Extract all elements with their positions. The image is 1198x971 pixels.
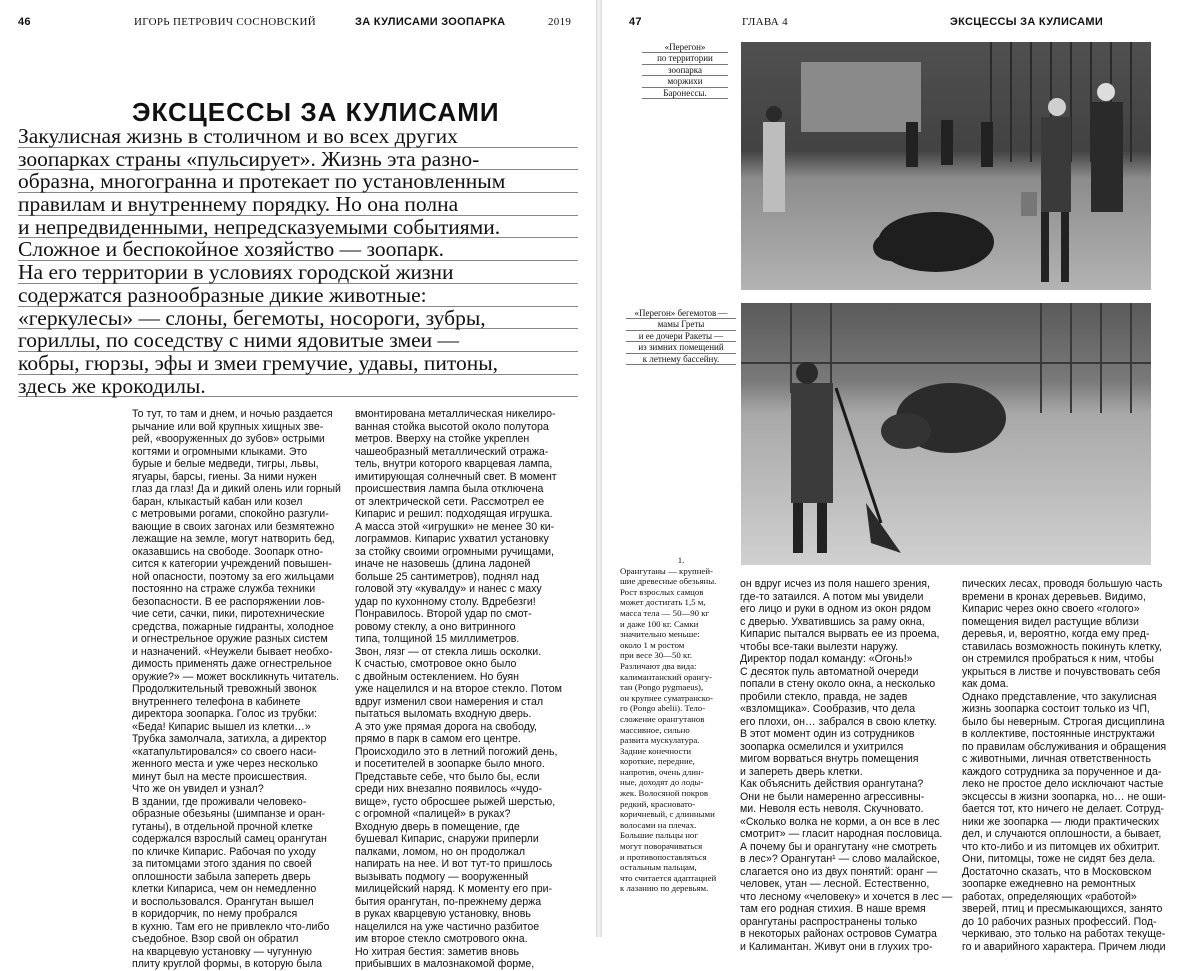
text-line: работах, определяющих «работой» bbox=[962, 890, 1137, 903]
footnote-line: он крупнее суматранско- bbox=[620, 692, 713, 703]
text-line: Кипарис через окно своего «голого» bbox=[962, 603, 1140, 615]
left-page bbox=[0, 0, 596, 970]
text-line: эксцессы в жизни зоопарка, но… не оши- bbox=[962, 790, 1167, 803]
footnote-line: и противопоставляться bbox=[620, 851, 707, 862]
text-line: в руках кварцевую установку, вновь bbox=[355, 908, 531, 920]
text-line: Кипарис пытался вырвать ее из проема, bbox=[740, 628, 940, 640]
text-line: съедобное. Взор свой он обратил bbox=[132, 933, 299, 945]
text-line: прибывших в малознакомой форме, bbox=[355, 958, 535, 970]
text-line: В здании, где проживали человеко- bbox=[132, 795, 307, 808]
text-line: «взломщика». Сообразив, что дела bbox=[740, 703, 916, 715]
footnote-line: тан (Pongo pygmaeus), bbox=[620, 682, 704, 693]
text-line: С десяток пуль автоматной очереди bbox=[740, 665, 919, 678]
text-line: оплошности забыла запереть дверь bbox=[132, 870, 311, 883]
text-line: бушевал Кипарис, снаружи приперли bbox=[355, 833, 539, 845]
footnote-line: могут поворачиваться bbox=[620, 841, 703, 852]
text-line: иначе не назовешь (длина ладоней bbox=[355, 558, 531, 570]
lead-line: Сложное и беспокойное хозяйство — зоопарк. bbox=[18, 238, 578, 261]
text-line: происшествия лампа была отключена bbox=[355, 483, 544, 495]
text-line: напирать на нее. И вот тут-то пришлось bbox=[355, 858, 553, 870]
running-chapter: ГЛАВА 4 bbox=[742, 16, 788, 28]
text-line: плиту круглой формы, в которую была bbox=[132, 958, 323, 970]
photo-caption-hippos bbox=[626, 308, 736, 365]
text-line: дел, и случаются оплошности, а бывает, bbox=[962, 828, 1162, 840]
text-line: орангутаны распространены только bbox=[740, 915, 918, 928]
text-line: за стойку своими огромными ручищами, bbox=[355, 545, 554, 558]
text-line: Кипарис и решил: подходящая игрушка. bbox=[355, 508, 553, 520]
text-line: тель, внутри которого кварцевая лампа, bbox=[355, 458, 553, 470]
text-line: в некоторых районах островов Суматра bbox=[740, 928, 937, 940]
photo-hippo-transfer bbox=[741, 303, 1151, 565]
text-line: там его родная стихия. В наше время bbox=[740, 903, 926, 915]
text-line: ванная стойка высотой около полутора bbox=[355, 420, 549, 433]
text-line: глаз да глаз! Да и дикий олень или горный bbox=[132, 483, 341, 495]
text-line: ставилась возможность покинуть клетку, bbox=[962, 640, 1162, 653]
footnote-line: и даже 100 кг. Самки bbox=[620, 618, 699, 629]
body-column-1 bbox=[132, 408, 354, 971]
running-author: ИГОРЬ ПЕТРОВИЧ СОСНОВСКИЙ bbox=[134, 16, 316, 28]
text-line: женного места и уже через несколько bbox=[132, 758, 318, 770]
text-line: когтями и огромными клыками. Это bbox=[132, 445, 308, 458]
text-line: он вдруг исчез из поля нашего зрения, bbox=[740, 578, 930, 590]
caption-line: из зимних помещений bbox=[626, 342, 736, 353]
text-line: укрыться в листве и почувствовать себя bbox=[962, 665, 1161, 678]
text-line: бается тот, кто ничего не делает. Сотруд- bbox=[962, 803, 1165, 815]
hippo-photo-image bbox=[741, 303, 1151, 565]
text-line: внутреннего телефона в кабинете bbox=[132, 695, 301, 708]
right-page bbox=[602, 0, 1198, 953]
text-line: Трубка замолчала, затихла, а директор bbox=[132, 733, 327, 745]
lead-line: образна, многогранна и протекает по установленным bbox=[18, 170, 578, 193]
caption-line: к летнему бассейну. bbox=[626, 354, 736, 365]
footnote-line: остальным пальцам, bbox=[620, 862, 697, 873]
text-line: что лесному «человеку» и хочется в лес — bbox=[740, 890, 953, 903]
caption-line: зоопарка bbox=[642, 65, 728, 76]
footnote-line: Орангутаны — крупней- bbox=[620, 565, 713, 576]
lead-line: содержатся разнообразные дикие животные: bbox=[18, 284, 578, 307]
footnote-line: волосами на плечах. bbox=[620, 819, 697, 830]
text-line: в лес»? Орангутан¹ — слово малайское, bbox=[740, 853, 940, 865]
chapter-heading: ЭКСЦЕССЫ ЗА КУЛИСАМИ bbox=[132, 97, 500, 127]
text-line: пробили стекло, правда, не задев bbox=[740, 690, 908, 703]
caption-line: мамы Греты bbox=[626, 319, 736, 330]
footnote-line: короткие, передние, bbox=[620, 756, 695, 767]
text-line: сится к категории учреждений повышен- bbox=[132, 558, 332, 570]
text-line: Звон, лязг — от стекла лишь осколки. bbox=[355, 645, 542, 658]
text-line: оружие?» — может воскликнуть читатель. bbox=[132, 670, 340, 683]
text-line: ровому стеклу, а оно витринного bbox=[355, 620, 516, 633]
running-book-title: ЗА КУЛИСАМИ ЗООПАРКА bbox=[355, 16, 506, 28]
footnote-line: напротив, очень длин- bbox=[620, 766, 704, 777]
text-line: палками, ломом, но он продолжал bbox=[355, 845, 526, 858]
lead-line: гориллы, по соседству с ними ядовитые змеи — bbox=[18, 329, 578, 352]
text-line: Представьте себе, что было бы, если bbox=[355, 770, 540, 783]
footnote-line: калимантанский орангу- bbox=[620, 671, 713, 682]
text-line: прямо в парк в самом его центре. bbox=[355, 733, 521, 745]
text-line: гутаны), в отдельной прочной клетке bbox=[132, 820, 313, 833]
text-line: А почему бы и орангутану «не смотреть bbox=[740, 840, 937, 853]
lead-line: здесь же крокодилы. bbox=[18, 375, 578, 398]
text-line: вмонтирована металлическая никелиро- bbox=[355, 408, 556, 420]
text-line: вище», густо обросшее рыжей шерстью, bbox=[355, 795, 556, 808]
text-line: типа, толщиной 15 миллиметров. bbox=[355, 633, 520, 645]
text-line: В этот момент один из сотрудников bbox=[740, 728, 915, 740]
text-line: вызывать подмогу — вооруженный bbox=[355, 870, 529, 883]
text-line: «Беда! Кипарис вышел из клетки…» bbox=[132, 720, 311, 733]
lead-line: зоопарках страны «пульсирует». Жизнь эта разно- bbox=[18, 148, 578, 171]
footnote-line: значительно меньше: bbox=[620, 629, 700, 640]
footnote-line: может достигать 1,5 м, bbox=[620, 597, 706, 608]
text-line: димость применять даже огнестрельное bbox=[132, 658, 332, 670]
page-number-right: 47 bbox=[629, 16, 642, 28]
text-line: человек, утан — лесной. Естественно, bbox=[740, 878, 930, 890]
text-line: К счастью, смотровое окно было bbox=[355, 658, 517, 670]
text-line: он стремился пробраться к ним, чтобы bbox=[962, 653, 1154, 665]
text-line: пических лесах, проводя большую часть bbox=[962, 578, 1163, 590]
text-line: оказавшись на свободе. Зоопарк отно- bbox=[132, 545, 324, 558]
text-line: было бы неверным. Строгая дисциплина bbox=[962, 715, 1165, 728]
text-line: и посетителей в зоопарке было много. bbox=[355, 758, 545, 770]
text-line: с огромной «палицей» в руках? bbox=[355, 808, 511, 820]
text-line: А масса этой «игрушки» не менее 30 ки- bbox=[355, 520, 555, 533]
footnote-line: сложение орангутанов bbox=[620, 713, 705, 724]
text-line: го и аварийного характера. Причем люди bbox=[962, 940, 1166, 953]
text-line: содержался взрослый самец орангутан bbox=[132, 833, 327, 845]
text-line: и запереть дверь клетки. bbox=[740, 765, 863, 778]
text-line: чашеобразный металлический отража- bbox=[355, 445, 549, 458]
text-line: образные обезьяны (шимпанзе и оран- bbox=[132, 808, 325, 820]
text-line: лежащие на земле, могут натворить бед, bbox=[132, 533, 335, 545]
text-line: жизнь зоопарка состоит только из ЧП, bbox=[962, 703, 1150, 715]
text-line: чие сети, сачки, пики, пиротехнические bbox=[132, 608, 325, 620]
text-line: Продолжительный тревожный звонок bbox=[132, 683, 317, 695]
text-line: «Сколько волка не корми, а он все в лес bbox=[740, 815, 940, 828]
text-line: безопасности. В ее распоряжении лов- bbox=[132, 595, 325, 608]
text-line: Как объяснить действия орангутана? bbox=[740, 778, 924, 790]
caption-line: моржихи bbox=[642, 76, 728, 87]
text-line: в коллективе, постоянные инструктажи bbox=[962, 728, 1155, 740]
footnote-line: жек. Волосяной покров bbox=[620, 788, 708, 799]
text-line: То тут, то там и днем, и ночью раздается bbox=[132, 408, 333, 420]
text-line: зоопарка осмелился и ухитрился bbox=[740, 740, 904, 753]
text-line: его лицо и руки в одном из окон рядом bbox=[740, 603, 931, 615]
text-line: удар по кухонному столу. Вдребезги! bbox=[355, 595, 536, 608]
footnote-line: Большие пальцы ног bbox=[620, 830, 698, 841]
walrus-photo-image bbox=[741, 42, 1151, 290]
text-line: «катапультировался» со своего наси- bbox=[132, 745, 317, 758]
lead-paragraph bbox=[18, 125, 578, 397]
text-line: клетки Кипариса, чем он немедленно bbox=[132, 883, 317, 895]
text-line: ми. Неволя есть неволя. Скучновато. bbox=[740, 803, 924, 815]
text-line: черкиваю, это только на работах текуще- bbox=[962, 928, 1166, 940]
text-line: слагается оно из двух понятий: оранг — bbox=[740, 865, 938, 878]
text-line: уже нацелился и на второе стекло. Потом bbox=[355, 683, 562, 695]
footnote-line: что считается адаптацией bbox=[620, 872, 717, 883]
body-column-2 bbox=[355, 408, 587, 971]
caption-line: и ее дочери Ракеты — bbox=[626, 331, 736, 342]
running-year: 2019 bbox=[548, 16, 572, 28]
text-line: Но хитрая бестия: заметив вновь bbox=[355, 945, 519, 958]
footnote-line: при весе 30—50 кг. bbox=[620, 650, 693, 661]
photo-walrus-transfer bbox=[741, 42, 1151, 290]
footnote-line: к лазанию по деревьям. bbox=[620, 883, 709, 894]
text-line: попали в стену около окна, а несколько bbox=[740, 678, 936, 690]
text-line: чтобы все-таки вылезти наружу. bbox=[740, 640, 899, 653]
text-line: Однако представление, что закулисная bbox=[962, 690, 1157, 703]
text-line: пытаться выломать входную дверь. bbox=[355, 708, 532, 720]
text-line: нацелился на уже частично разбитое bbox=[355, 920, 540, 933]
text-line: где-то затаился. А потом мы увидели bbox=[740, 590, 924, 603]
text-line: директора зоопарка. Голос из трубки: bbox=[132, 708, 318, 720]
footnote-line: развита мускулатура. bbox=[620, 735, 700, 746]
text-line: милицейский наряд. К моменту его при- bbox=[355, 883, 553, 895]
text-line: Достаточно сказать, что в Московском bbox=[962, 865, 1152, 878]
lead-line: «геркулесы» — слоны, бегемоты, носороги, зубры, bbox=[18, 307, 578, 330]
text-line: ники же зоопарка — люди практических bbox=[962, 815, 1160, 828]
text-line: Директор подал команду: «Огонь!» bbox=[740, 653, 913, 665]
text-line: его плохи, он… забрался в свою клетку. bbox=[740, 715, 937, 728]
text-line: метров. Вверху на стойке укреплен bbox=[355, 433, 530, 445]
text-line: бурые и белые медведи, тигры, львы, bbox=[132, 458, 319, 470]
text-line: минут был на месте происшествия. bbox=[132, 770, 308, 783]
text-line: смотрит» — гласит народная пословица. bbox=[740, 828, 943, 840]
running-section-title: ЭКСЦЕССЫ ЗА КУЛИСАМИ bbox=[950, 16, 1104, 28]
text-line: и огнестрельное оружие разных систем bbox=[132, 633, 328, 645]
text-line: Входную дверь в помещение, где bbox=[355, 820, 520, 833]
text-line: среди них внезапно появилось «чудо- bbox=[355, 783, 543, 795]
caption-line: «Перегон» bbox=[642, 42, 728, 53]
body-column-4 bbox=[962, 578, 1192, 953]
text-line: времени в кронах деревьев. Видимо, bbox=[962, 590, 1146, 603]
body-column-3 bbox=[740, 578, 960, 953]
text-line: вающие в своих загонах или безмятежно bbox=[132, 520, 335, 533]
footnote-line: около 1 м ростом bbox=[620, 639, 685, 650]
text-line: больше 25 сантиметров), поднял над bbox=[355, 570, 540, 583]
text-line: и воспользовался. Орангутан вышел bbox=[132, 895, 314, 908]
footnote-line: шие древесные обезьяны. bbox=[620, 576, 717, 587]
text-line: и назначений. «Неужели бывает необхо- bbox=[132, 645, 333, 658]
text-line: леко не простое дело исключают частые bbox=[962, 778, 1164, 790]
text-line: мигом ворваться внутрь помещения bbox=[740, 753, 919, 765]
text-line: вдруг изменил свои намерения и стал bbox=[355, 695, 544, 708]
text-line: с двойным остеклением. Но буян bbox=[355, 670, 519, 683]
text-line: Понравилось. Второй удар по смот- bbox=[355, 608, 532, 620]
text-line: рей, «вооруженных до зубов» острыми bbox=[132, 433, 325, 445]
text-line: ягуары, барсы, гиены. За ними нужен bbox=[132, 470, 317, 483]
text-line: по кличке Кипарис. Рабочая по уходу bbox=[132, 845, 316, 858]
text-line: Происходило это в летний погожий день, bbox=[355, 745, 558, 758]
footnote-line: масса тела — 50—90 кг bbox=[620, 607, 710, 618]
text-line: ной опасности, поэтому за его жильцами bbox=[132, 570, 335, 583]
text-line: на кварцевую установку — чугунную bbox=[132, 945, 312, 958]
text-line: постоянно на страже служба техники bbox=[132, 583, 316, 595]
text-line: зверей, птиц и пресмыкающихся, занято bbox=[962, 903, 1163, 915]
text-line: с животными, личная ответственность bbox=[962, 753, 1151, 765]
footnote-line: го (Pongo abelii). Тело- bbox=[620, 703, 706, 714]
footnote-line: массивное, сильно bbox=[620, 724, 690, 735]
text-line: что кто-либо и из питомцев их обхитрит. bbox=[962, 840, 1160, 853]
lead-line: и непредвиденными, непредсказуемыми событиями. bbox=[18, 216, 578, 239]
text-line: каждого сотрудника за порученное и да- bbox=[962, 765, 1162, 778]
text-line: средства, пожарные гидранты, холодное bbox=[132, 620, 334, 633]
text-line: зоопарке ежедневно на ремонтных bbox=[962, 878, 1136, 890]
text-line: Они не были намеренно агрессивны- bbox=[740, 790, 925, 803]
lead-line: правилам и внутреннему порядку. Но она полна bbox=[18, 193, 578, 216]
text-line: с метровыми рогами, спокойно разгули- bbox=[132, 508, 329, 520]
text-line: с дверью. Ухватившись за раму окна, bbox=[740, 615, 925, 628]
page-number-left: 46 bbox=[18, 16, 31, 28]
text-line: рычание или вой крупных хищных зве- bbox=[132, 420, 324, 433]
footnote-orangutan bbox=[620, 555, 722, 894]
footnote-line: Задние конечности bbox=[620, 745, 692, 756]
text-line: от электрической сети. Рассмотрел ее bbox=[355, 495, 545, 508]
caption-line: «Перегон» бегемотов — bbox=[626, 308, 736, 319]
text-line: до 10 рабочих разных профессий. Под- bbox=[962, 915, 1157, 928]
text-line: за питомцами этого здания по своей bbox=[132, 858, 312, 870]
caption-line: по территории bbox=[642, 53, 728, 64]
footnote-line: ные, доходят до лоды- bbox=[620, 777, 704, 788]
footnote-line: Рост взрослых самцов bbox=[620, 586, 704, 597]
text-line: по правилам обслуживания и обращения bbox=[962, 740, 1167, 753]
text-line: деревья, и, вероятно, когда ему пред- bbox=[962, 628, 1150, 640]
text-line: и Калимантан. Живут они в глухих тро- bbox=[740, 940, 933, 953]
lead-line: На его территории в условиях городской жизни bbox=[18, 261, 578, 284]
lead-line: кобры, гюрзы, эфы и змеи гремучие, удавы, питоны, bbox=[18, 352, 578, 375]
text-line: головой эту «кувалду» и нанес с маху bbox=[355, 583, 542, 595]
footnote-line: Различают два вида: bbox=[620, 660, 697, 671]
text-line: помещения видел растущие вблизи bbox=[962, 615, 1139, 628]
photo-caption-walrus bbox=[642, 42, 728, 99]
footnote-line: 1. bbox=[677, 555, 685, 565]
text-line: А это уже прямая дорога на свободу, bbox=[355, 720, 537, 733]
footnote-line: редкий, красновато- bbox=[620, 798, 696, 809]
text-line: в коридорчик, по нему пробрался bbox=[132, 908, 298, 920]
text-line: Они, питомцы, тоже не сидят без дела. bbox=[962, 853, 1156, 865]
text-line: в кухню. Там его не привлекло что-либо bbox=[132, 920, 330, 933]
text-line: как дома. bbox=[962, 678, 1009, 690]
text-line: имитирующая солнечный свет. В момент bbox=[355, 470, 557, 483]
text-line: Что же он увидел и узнал? bbox=[132, 783, 264, 795]
lead-line: Закулисная жизнь в столичном и во всех других bbox=[18, 125, 578, 148]
caption-line: Баронессы. bbox=[642, 88, 728, 99]
text-line: бытия орангутан, по-прежнему держа bbox=[355, 895, 542, 908]
footnote-line: коричневый, с длинными bbox=[620, 809, 715, 820]
text-line: им второе стекло смотрового окна. bbox=[355, 933, 528, 945]
text-line: баран, клыкастый кабан или козел bbox=[132, 495, 303, 508]
text-line: лограммов. Кипарис ухватил установку bbox=[355, 533, 549, 545]
